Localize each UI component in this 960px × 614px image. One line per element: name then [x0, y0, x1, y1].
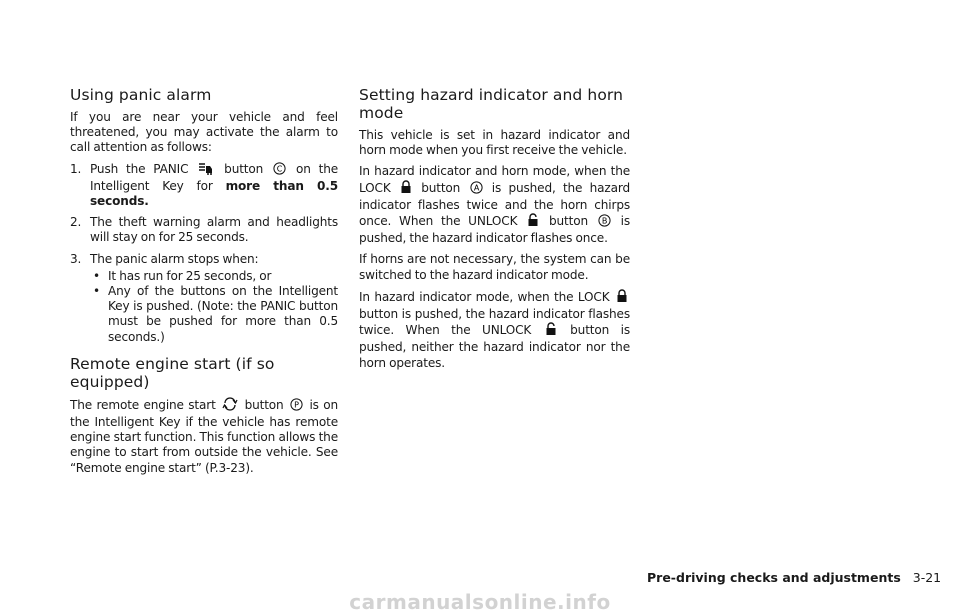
remote-start-text: The remote engine start button P is on the Intelligent Key if the vehicle has remote engine start function. This function allows the engine to start from outside the vehicle. See “Remote engine start” (P.3-23).	[70, 397, 339, 475]
key-button-p-icon	[290, 398, 303, 415]
right-column	[359, 86, 630, 377]
lock-icon	[400, 180, 412, 198]
panic-icon	[198, 162, 214, 179]
hazard-p4: In hazard indicator mode, when the LOCK button is pushed, the hazard indicator flashes twice. When the UNLOCK button is pushed, neither the hazard indicator nor the horn operates.	[359, 289, 630, 370]
section-title: Pre-driving checks and adjustments	[647, 570, 901, 585]
panic-steps	[70, 162, 338, 345]
panic-alarm-heading: Using panic alarm	[70, 86, 212, 104]
unlock-icon	[545, 322, 557, 340]
svg-text:P: P	[294, 400, 299, 410]
svg-text:B: B	[601, 216, 607, 226]
panic-stop-conditions	[90, 269, 338, 345]
step-2: 2. The theft warning alarm and headlights will stay on for 25 seconds.	[70, 215, 338, 245]
hazard-p3: If horns are not necessary, the system can be switched to the hazard indicator mode.	[359, 252, 630, 282]
key-button-a-icon	[470, 181, 483, 198]
page-footer	[647, 570, 941, 585]
key-button-b-icon	[598, 214, 611, 231]
svg-text:A: A	[473, 182, 479, 192]
svg-text:C: C	[276, 163, 283, 173]
list-item: • Any of the buttons on the Intelligent Key is pushed. (Note: the PANIC button must be pushed for more than 0.5 seconds.)	[93, 284, 338, 344]
watermark: carmanualsonline.info	[349, 590, 611, 614]
hazard-horn-heading: Setting hazard indicator and horn mode	[359, 86, 624, 122]
page-number: 3-21	[912, 570, 942, 585]
panic-intro: If you are near your vehicle and feel threatened, you may activate the alarm to call attention as follows:	[70, 110, 338, 155]
remote-start-heading: Remote engine start (if so equipped)	[70, 354, 275, 391]
list-item: • It has run for 25 seconds, or	[93, 268, 272, 283]
step-1: 1. Push the PANIC button C on the Intelligent Key for more than 0.5 seconds.	[70, 161, 338, 209]
key-button-c-icon	[273, 162, 286, 179]
lock-icon	[616, 289, 628, 307]
hazard-p2: In hazard indicator and horn mode, when the LOCK button A is pushed, the hazard indicator flashes twice and the horn chirps once. When the UNLOCK button B is pushed, the hazard indicator flashes once.	[359, 164, 631, 246]
step-3: 3. The panic alarm stops when: • It has run for 25 seconds, or • Any of the buttons on the Intelligent Key is pushed. (Note: the PANIC button must be pushed for more than 0.5 seconds.)	[70, 251, 338, 344]
remote-start-icon	[222, 397, 238, 415]
unlock-icon	[527, 213, 539, 231]
hazard-p1: This vehicle is set in hazard indicator and horn mode when you first receive the vehicle.	[359, 128, 630, 158]
left-column	[70, 86, 338, 482]
